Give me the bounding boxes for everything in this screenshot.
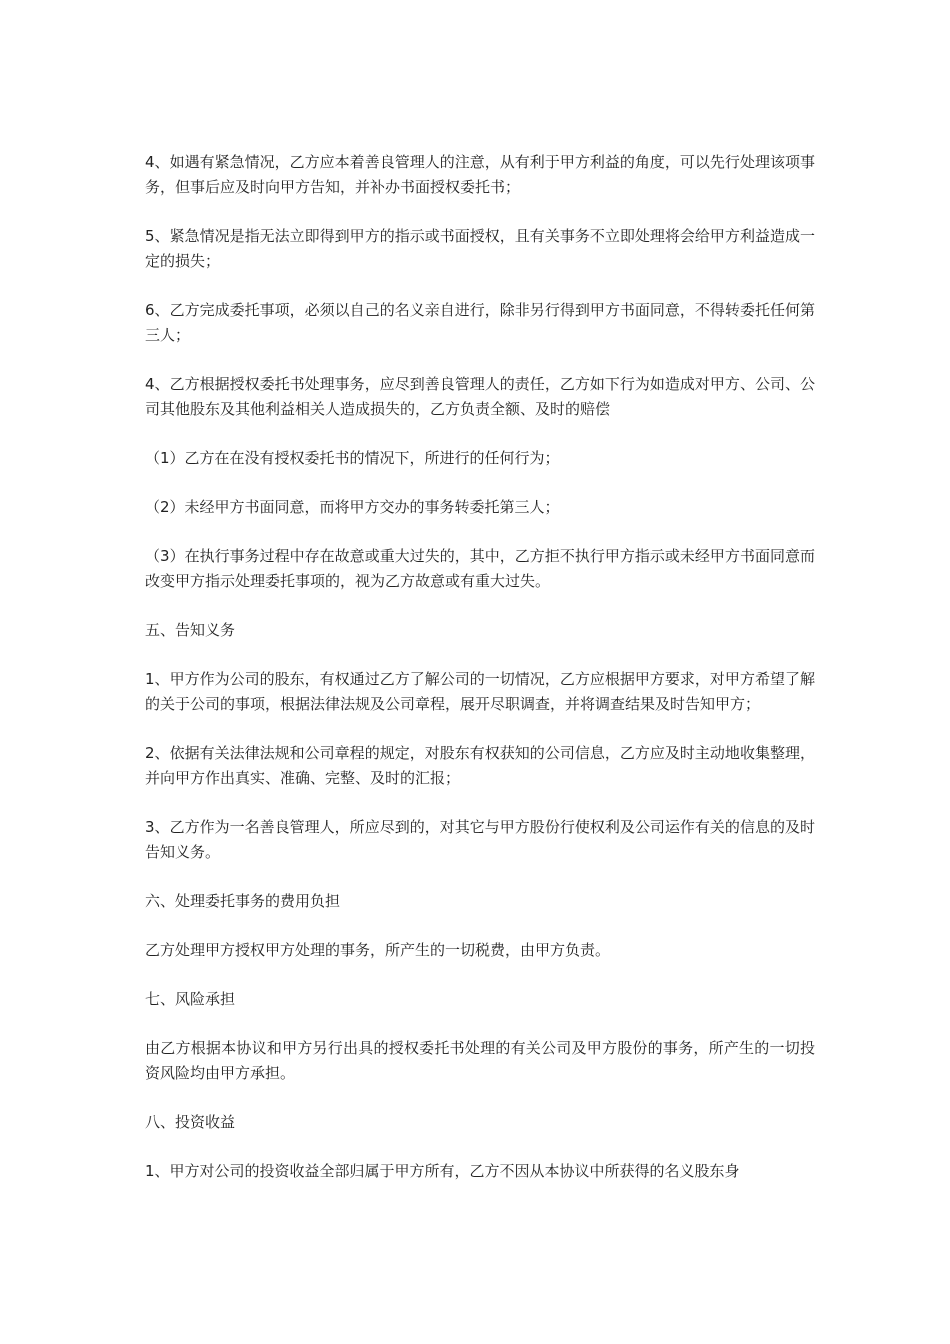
clause-5-emergency-definition: 5、紧急情况是指无法立即得到甲方的指示或书面授权，且有关事务不立即处理将会给甲方利益造成一定的损失； [145,227,815,270]
section-8-heading: 八、投资收益 [145,1113,236,1131]
document-body [145,150,815,1208]
liability-item-3: （3）在执行事务过程中存在故意或重大过失的，其中，乙方拒不执行甲方指示或未经甲方书面同意而改变甲方指示处理委托事项的，视为乙方故意或有重大过失。 [145,547,815,590]
section-5-clause-3: 3、乙方作为一名善良管理人，所应尽到的，对其它与甲方股份行使权利及公司运作有关的信息的及时告知义务。 [145,818,815,861]
section-5-heading: 五、告知义务 [145,621,236,639]
section-8-clause-1: 1、甲方对公司的投资收益全部归属于甲方所有，乙方不因从本协议中所获得的名义股东身 [145,1162,740,1180]
section-6-heading: 六、处理委托事务的费用负担 [145,892,341,910]
clause-4-emergency-handling: 4、如遇有紧急情况，乙方应本着善良管理人的注意，从有利于甲方利益的角度，可以先行处理该项事务，但事后应及时向甲方告知，并补办书面授权委托书； [145,153,815,196]
section-6-text: 乙方处理甲方授权甲方处理的事务，所产生的一切税费，由甲方负责。 [145,941,611,959]
clause-4-liability: 4、乙方根据授权委托书处理事务，应尽到善良管理人的责任，乙方如下行为如造成对甲方、公司、公司其他股东及其他利益相关人造成损失的，乙方负责全额、及时的赔偿 [145,375,815,418]
section-5-clause-1: 1、甲方作为公司的股东，有权通过乙方了解公司的一切情况，乙方应根据甲方要求，对甲方希望了解的关于公司的事项，根据法律法规及公司章程，展开尽职调查，并将调查结果及时告知甲方； [145,670,815,713]
section-7-heading: 七、风险承担 [145,990,236,1008]
clause-6-personal-execution: 6、乙方完成委托事项，必须以自己的名义亲自进行，除非另行得到甲方书面同意，不得转委托任何第三人； [145,301,815,344]
liability-item-1: （1）乙方在在没有授权委托书的情况下，所进行的任何行为； [145,449,560,467]
section-5-clause-2: 2、依据有关法律法规和公司章程的规定，对股东有权获知的公司信息，乙方应及时主动地收集整理，并向甲方作出真实、准确、完整、及时的汇报； [145,744,815,787]
liability-item-2: （2）未经甲方书面同意，而将甲方交办的事务转委托第三人； [145,498,560,516]
section-7-text: 由乙方根据本协议和甲方另行出具的授权委托书处理的有关公司及甲方股份的事务，所产生的一切投资风险均由甲方承担。 [145,1039,815,1082]
